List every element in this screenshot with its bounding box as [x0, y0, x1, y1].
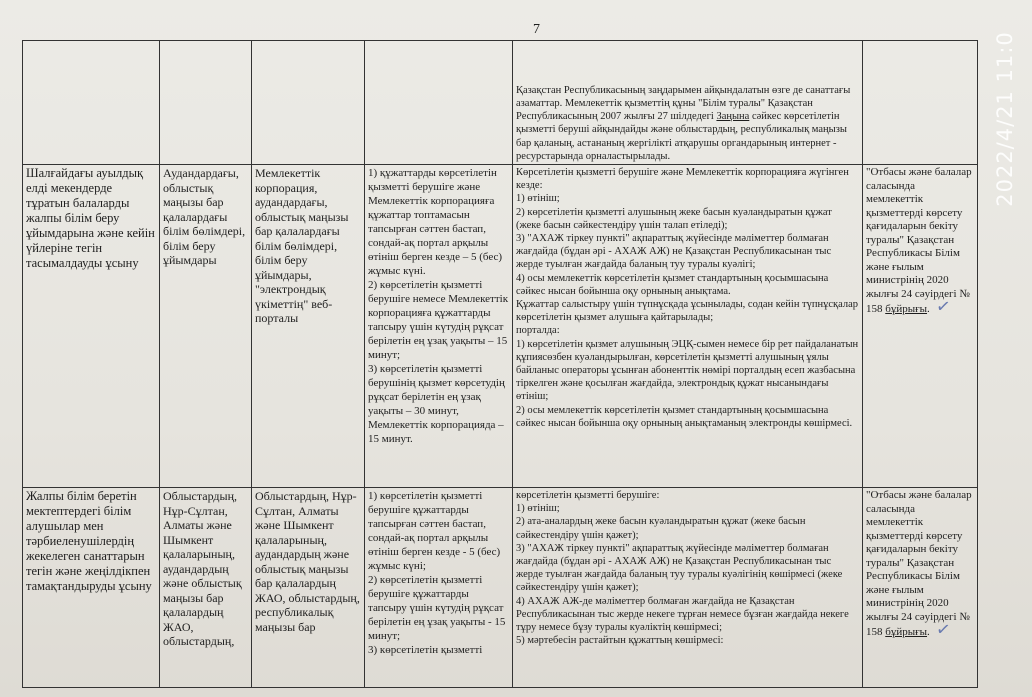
basis-text: "Отбасы және балалар саласында мемлекеттік қызметтерді көрсету қағидаларын бекіту туралы" Қазақстан Республикасы Білім және ғылым министрінің 2020 жылғы 24 сәуірдегі № 158 — [866, 489, 972, 638]
service-name-cell: Шалғайдағы ауылдық елді мекендерде тұратын балаларды жалпы білім беру ұйымдарына және кейін үйлеріне тегін тасымалдауды ұсыну — [23, 165, 160, 488]
cost-info-cell — [513, 41, 863, 165]
table-cell — [365, 41, 513, 165]
service-name-cell: Жалпы білім беретін мектептердегі білім алушылар мен тәрбиеленушілердің жекелеген санаттарын тегін және жеңілдікпен тамақтандыруды ұсыну — [23, 488, 160, 688]
order-link[interactable]: бұйрығы — [885, 303, 928, 315]
table-row — [23, 488, 978, 688]
services-table — [22, 40, 978, 688]
date-time-stamp — [982, 4, 1028, 234]
table-row — [23, 41, 978, 165]
cost-text-start: Қазақстан Республикасының заңдарымен айқындалатын өзге де санаттағы азаматтар. Мемлекеттік қызметтің құны "Білім туралы" Қазақстан Республикасының 2007 жылғы 27 шілдедегі — [516, 84, 851, 123]
page-number: 7 — [533, 22, 540, 37]
order-link[interactable]: бұйрығы — [885, 626, 928, 638]
providers-cell: Облыстардың, Нұр-Сұлтан, Алматы және Шымкент қалаларының, аудандардың және облыстық маңызы бар қалалардың ЖАО, облыстардың, — [160, 488, 252, 688]
legal-basis-cell — [863, 165, 978, 488]
basis-text: "Отбасы және балалар саласында мемлекеттік қызметтерді көрсету қағидаларын бекіту туралы" Қазақстан Республикасы Білім және ғылым министрінің 2020 жылғы 24 сәуірдегі № 158 — [866, 166, 972, 315]
check-mark-icon: ✓ — [934, 296, 952, 318]
cost-text-end: сәйкес көрсетілетін қызметті беруші айқындайды және облыстардың, республикалық маңызы бар қаланың, астананың жергілікті атқарушы органдарының интернет - ресурстарында орналастырылады. — [516, 111, 847, 162]
terms-cell: 1) құжаттарды көрсетілетін қызметті берушіге және Мемлекеттік корпорацияға құжаттар топтамасын тапсырған сәттен бастап, сондай-ақ портал арқылы өтініш берген кезде – 5 (бес) жұмыс күні. 2) көрсетілетін қызметті берушіге немесе Мемлекеттік корпорацияға құжаттарды тапсыру үшін күтудің рұқсат берілетін ең ұзақ уақыты – 15 минут; 3) көрсетілетін қызметті берушінің қызмет көрсетудің рұқсат берілетін ең ұзақ уақыты – 30 минут, Мемлекеттік корпорацияда – 15 минут. — [365, 165, 513, 488]
basis-end: . — [927, 303, 930, 315]
check-mark-icon: ✓ — [934, 619, 952, 641]
providers-cell: Аудандардағы, облыстық маңызы бар қалалардағы білім бөлімдері, білім беру ұйымдары — [160, 165, 252, 488]
legal-basis-cell — [863, 488, 978, 688]
receivers-cell: Облыстардың, Нұр-Сұлтан, Алматы және Шымкент қалаларының, аудандардың және облыстық маңызы бар қалалардың ЖАО, облыстардың, республикалық маңызы бар — [252, 488, 365, 688]
table-cell — [252, 41, 365, 165]
basis-end: . — [927, 626, 930, 638]
law-link[interactable]: Заңына — [716, 111, 750, 123]
documents-cell: көрсетілетін қызметті берушіге: 1) өтініш; 2) ата-аналардың жеке басын куәландыратын құжат (жеке басын сәйкестендіру үшін қажет); 3) "АХАЖ тіркеу пункті" ақпараттық жүйесінде мәліметтер болмаған жағдайда (бұдан әрі - АХАЖ АЖ) не Қазақстан Республикасынан тыс жерде туылған жағдайда баланың туу туралы куәлігінің көшірмесі (жеке сәйкестендіру үшін қажет); 4) АХАЖ АЖ-де мәліметтер болмаған жағдайда не Қазақстан Республикасынан тыс жерде некеге тұрған немесе бұзған жағдайда некеге тұру немесе бұзу туралы куәліктің көшірмесі; 5) мәртебесін растайтын құжаттың көшірмесі: — [513, 488, 863, 688]
table-cell — [863, 41, 978, 165]
table-cell — [160, 41, 252, 165]
table-row — [23, 165, 978, 488]
terms-cell: 1) көрсетілетін қызметті берушіге құжаттарды тапсырған сәттен бастап, сондай-ақ портал арқылы өтініш берген кезде - 5 (бес) жұмыс күні; 2) көрсетілетін қызметті берушіге құжаттарды тапсыру үшін күтудің рұқсат берілетін ең ұзақ уақыты - 15 минут; 3) көрсетілетін қызметті — [365, 488, 513, 688]
documents-cell: Көрсетілетін қызметті берушіге және Мемлекеттік корпорацияға жүгінген кезде: 1) өтініш; 2) көрсетілетін қызметті алушының жеке басын куәландыратын құжат (жеке басын сәйкестендіру үшін талап етіледі); 3) "АХАЖ тіркеу пункті" ақпараттық жүйесінде мәліметтер болмаған жағдайда (бұдан әрі - АХАЖ АЖ) не Қазақстан Республикасынан тыс жерде туылған жағдайда баланың туу туралы куәлігі; 4) осы мемлекеттік көрсетілетін қызмет стандартының қосымшасына сәйкес нысан бойынша оқу орнының анықтама. Құжаттар салыстыру үшін түпнұсқада ұсынылады, содан кейін түпнұсқалар көрсетілетін қызмет алушыға қайтарылады; порталда: 1) көрсетілетін қызмет алушының ЭЦҚ-сымен немесе бір рет пайдаланатын құпиясөзбен куәландырылған, көрсетілетін қызметті алушының ұялы байланыс операторы ұсынған абоненттік нөмірі порталдың есеп жазбасына тіркелген және қосылған жағдайда, электрондық құжат нысанындағы өтініш; 2) осы мемлекеттік көрсетілетін қызмет стандартының қосымшасына сәйкес нысан бойынша оқу орнының анықтаманың электронды көшірмесі. — [513, 165, 863, 488]
stamp-text: 2022/4/21 11:0 — [993, 31, 1017, 207]
table-cell — [23, 41, 160, 165]
receivers-cell: Мемлекеттік корпорация, аудандардағы, облыстық маңызы бар қалалардағы білім бөлімдері, білім беру ұйымдары, "электрондық үкіметтің" веб-порталы — [252, 165, 365, 488]
